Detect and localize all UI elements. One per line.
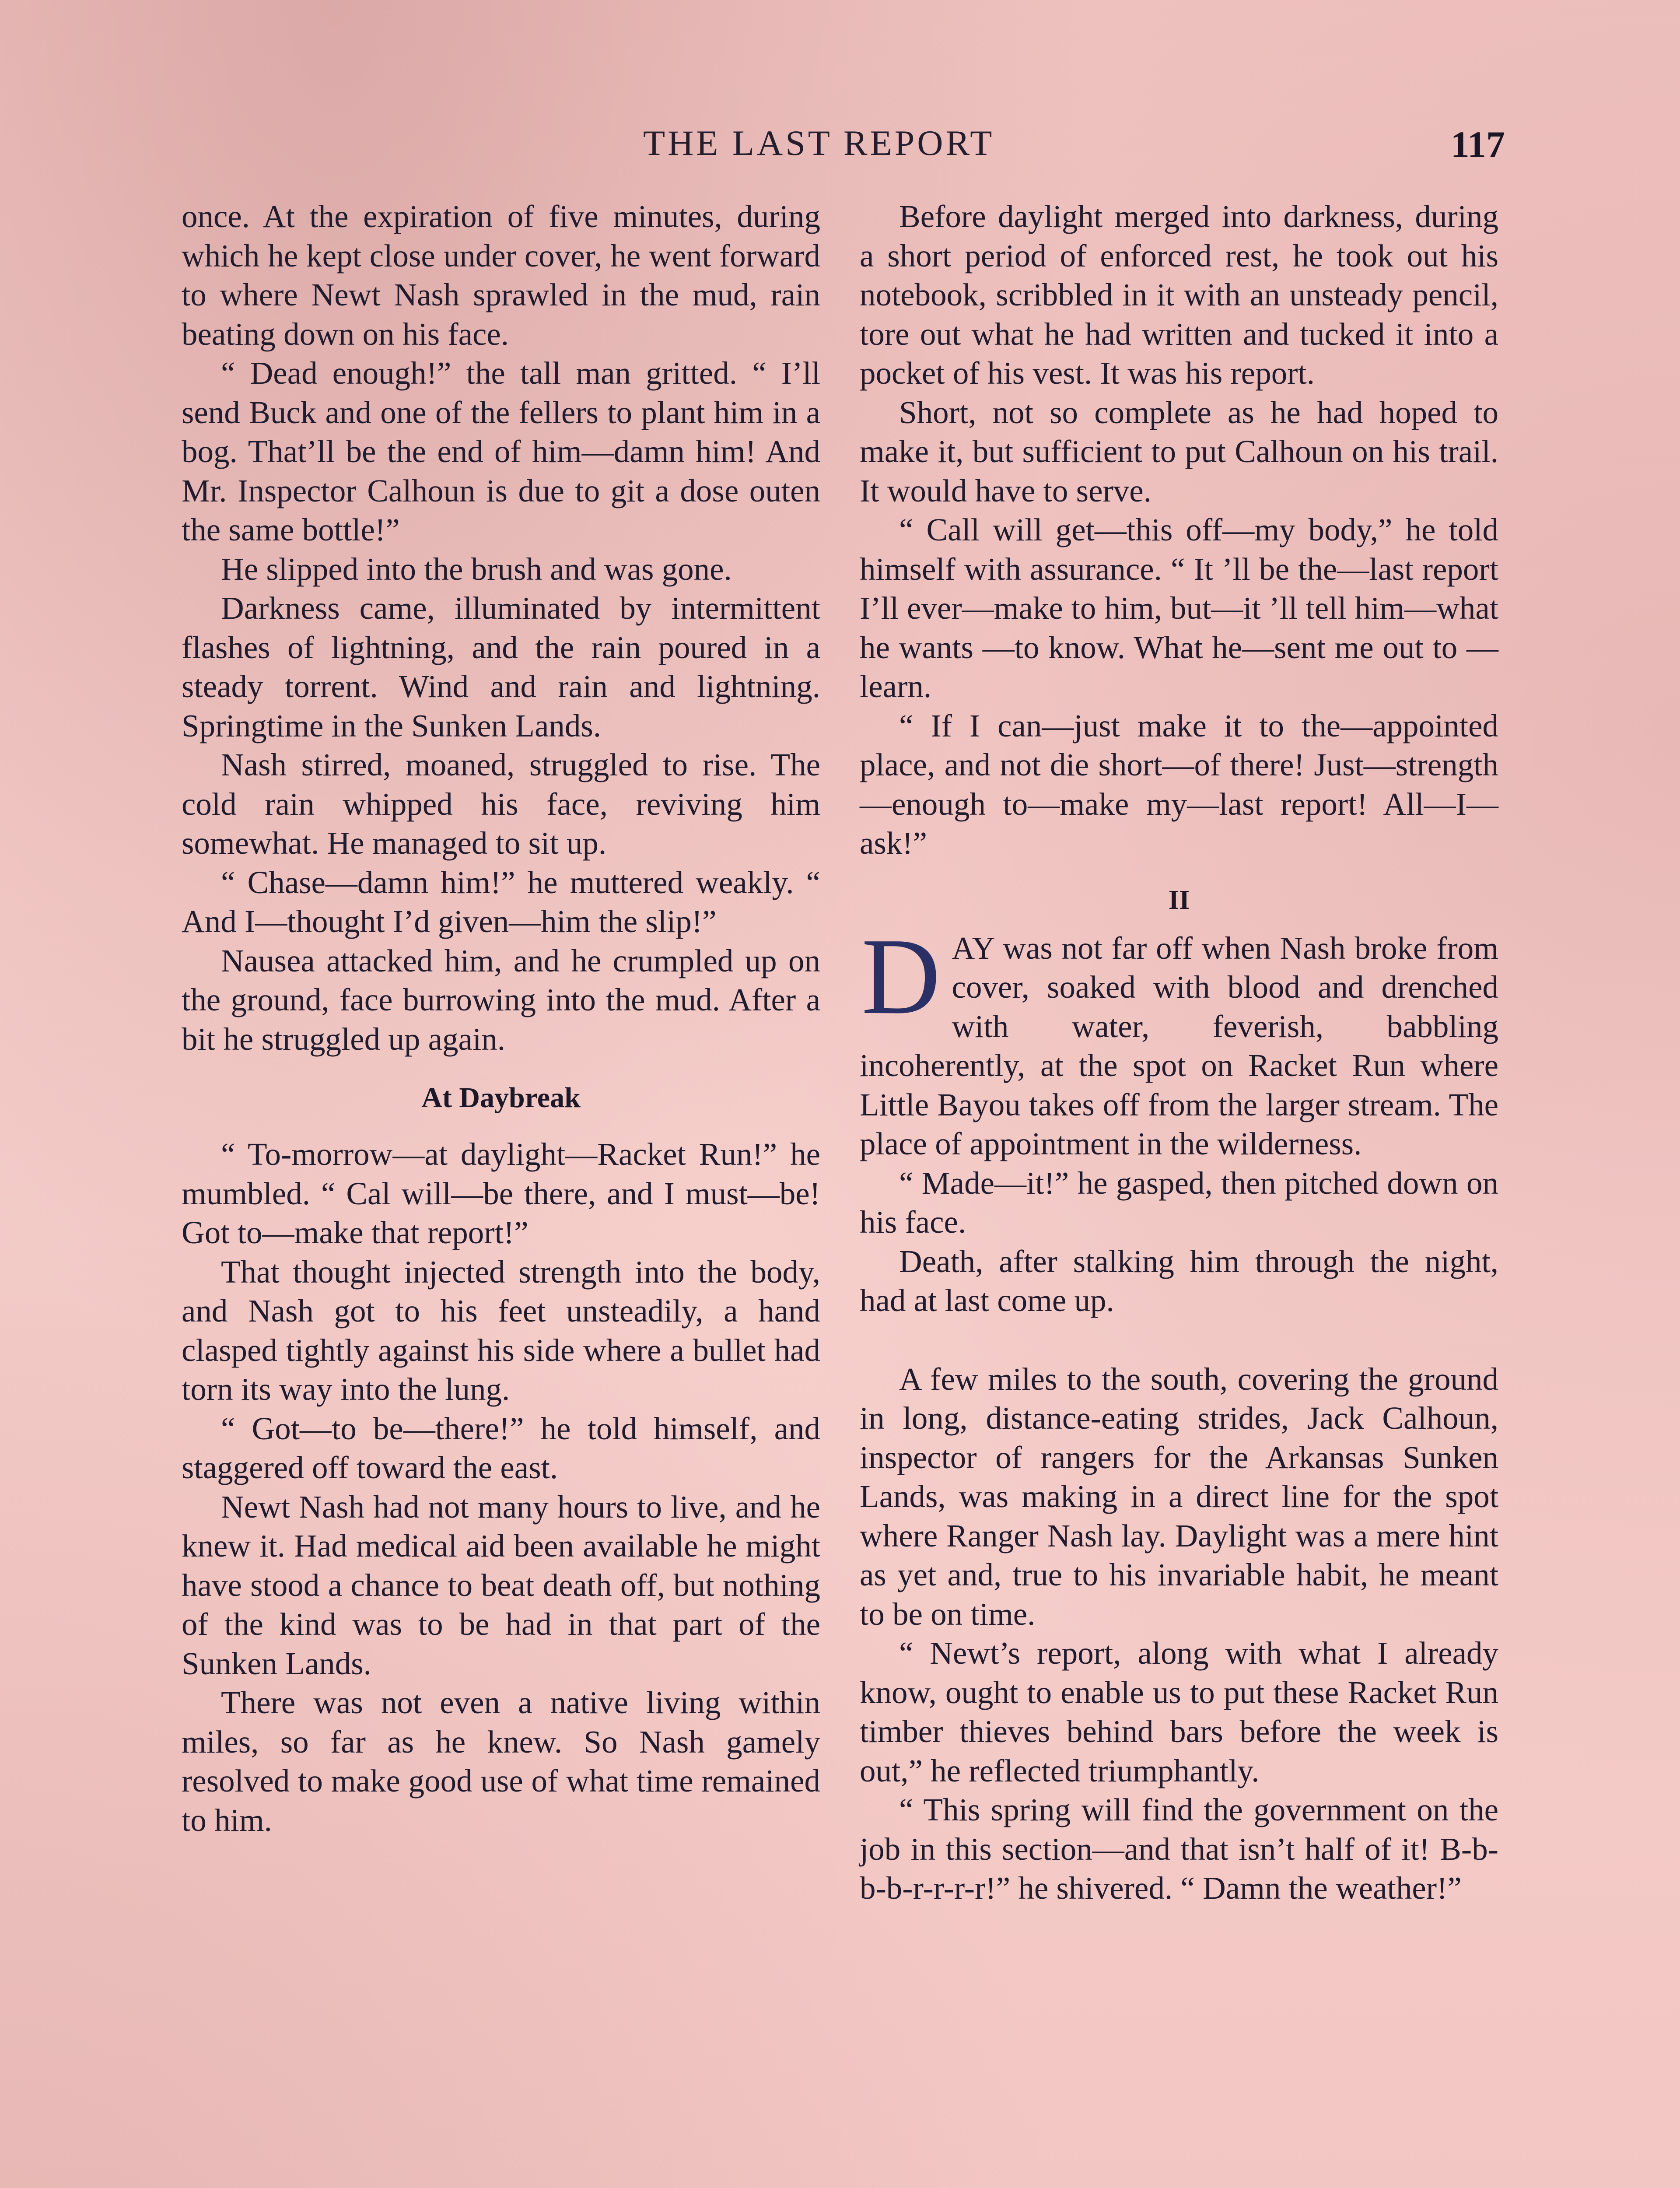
paragraph: Before daylight merged into darkness, during a short period of enforced rest, he took out his notebook, scribbled in it with an unsteady pencil, tore out what he had written and tucked it into a pocket of his vest. It was his report. bbox=[860, 199, 1498, 391]
paragraph: “ To-morrow—at daylight—Racket Run!” he mumbled. “ Cal will—be there, and I must—be! Got to—make that report!” bbox=[182, 1136, 820, 1250]
section-subheading: At Daybreak bbox=[421, 1082, 581, 1114]
paragraph: Nausea attacked him, and he crumpled up on the ground, face burrowing into the mud. After a bit he struggled up again. bbox=[182, 943, 820, 1057]
running-title: THE LAST REPORT bbox=[643, 123, 995, 163]
section-break bbox=[860, 1320, 1498, 1360]
page-header bbox=[184, 123, 1505, 175]
paragraph: Short, not so complete as he had hoped to make it, but sufficient to put Calhoun on his trail. It would have to serve. bbox=[860, 394, 1498, 508]
paragraph: once. At the expiration of five minutes, during which he kept close under cover, he went forward to where Newt Nash sprawled in the mud, rain beating down on his face. bbox=[182, 199, 820, 352]
paragraph: A few miles to the south, covering the ground in long, distance-eating strides, Jack Calhoun, inspector of rangers for the Arkansas Sunken Lands, was making in a direct line for the spot where Ranger Nash lay. Daylight was a mere hint as yet and, true to his invariable habit, he meant to be on time. bbox=[860, 1361, 1498, 1632]
paragraph: “ This spring will find the government on the job in this section—and that isn’t half of it! B-b-b-b-r-r-r-r!” he shivered. “ Damn the weather!” bbox=[860, 1792, 1498, 1906]
paragraph: AY was not far off when Nash broke from cover, soaked with blood and drenched with water, feverish, babbling incoherently, at the spot on Racket Run where Little Bayou takes off from the larger stream. The place of appointment in the wilderness. bbox=[860, 930, 1498, 1161]
left-column bbox=[182, 197, 820, 1840]
paragraph: Darkness came, illuminated by intermittent flashes of lightning, and the rain poured in a steady torrent. Wind and rain and lightning. Springtime in the Sunken Lands. bbox=[182, 590, 820, 743]
paragraph: That thought injected strength into the body, and Nash got to his feet unsteadily, a hand clasped tightly against his side where a bullet had torn its way into the lung. bbox=[182, 1254, 820, 1407]
paragraph: “ Made—it!” he gasped, then pitched down on his face. bbox=[860, 1165, 1498, 1240]
paragraph: “ Dead enough!” the tall man gritted. “ I’ll send Buck and one of the fellers to plant him in a bog. That’ll be the end of him—damn him! And Mr. Inspector Calhoun is due to git a dose outen the same bottle!” bbox=[182, 355, 820, 547]
paragraph: There was not even a native living within miles, so far as he knew. So Nash gamely resolved to make good use of what time remained to him. bbox=[182, 1685, 820, 1838]
page-number: 117 bbox=[1450, 123, 1505, 165]
paragraph: “ Got—to be—there!” he told himself, and staggered off toward the east. bbox=[182, 1410, 820, 1485]
paragraph: “ Call will get—this off—my body,” he told himself with assurance. “ It ’ll be the—last report I’ll ever—make to him, but—it ’ll tell him—what he wants —to know. What he—sent me out to —learn. bbox=[860, 512, 1498, 704]
paragraph: “ If I can—just make it to the—appointed place, and not die short—of there! Just—strength—enough to—make my—last report! All—I—ask!” bbox=[860, 708, 1498, 861]
paragraph: Nash stirred, moaned, struggled to rise. The cold rain whipped his face, reviving him somewhat. He managed to sit up. bbox=[182, 747, 820, 861]
paragraph: Death, after stalking him through the night, had at last come up. bbox=[860, 1243, 1498, 1318]
paragraph: “ Chase—damn him!” he muttered weakly. “ And I—thought I’d given—him the slip!” bbox=[182, 864, 820, 939]
drop-cap-paragraph bbox=[860, 915, 1498, 1164]
drop-cap: D bbox=[861, 915, 941, 1037]
paragraph: He slipped into the brush and was gone. bbox=[221, 551, 732, 587]
right-column bbox=[860, 197, 1498, 1908]
section-number: II bbox=[1168, 885, 1190, 915]
paragraph: Newt Nash had not many hours to live, and he knew it. Had medical aid been available he might have stood a chance to beat death off, but nothing of the kind was to be had in that part of the Sunken Lands. bbox=[182, 1489, 820, 1681]
paragraph: “ Newt’s report, along with what I already know, ought to enable us to put these Racket Run timber thieves behind bars before the week is out,” he reflected triumphantly. bbox=[860, 1635, 1498, 1788]
